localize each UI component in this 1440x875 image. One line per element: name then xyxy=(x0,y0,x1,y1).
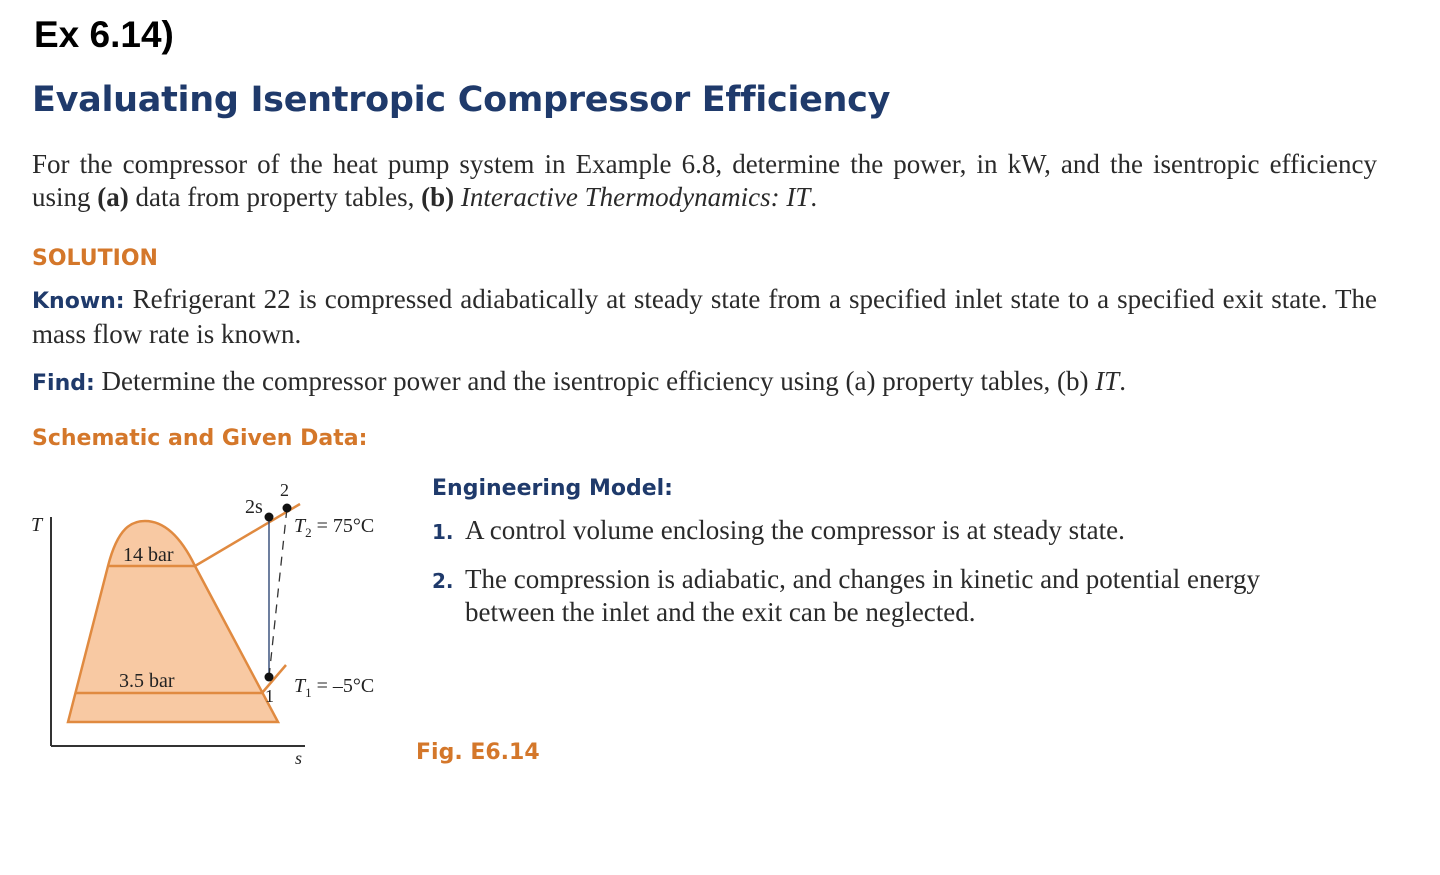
label-t1: $T_1 = -5^\circ C$ xyxy=(294,675,375,700)
model-item-text: A control volume enclosing the compressor is at steady state. xyxy=(465,515,1125,545)
state-point-2 xyxy=(283,504,292,513)
it-software-name: Interactive Thermodynamics: IT xyxy=(460,182,811,212)
example-number: Ex 6.14) xyxy=(34,14,174,55)
ts-diagram xyxy=(0,470,410,770)
model-item xyxy=(432,514,1292,549)
label-state-1: 1 xyxy=(265,686,274,706)
problem-statement xyxy=(32,148,1377,214)
find-text: Determine the compressor power and the isentropic efficiency using (a) property tables, (b) xyxy=(101,366,1096,396)
state-point-1 xyxy=(265,673,274,682)
model-item xyxy=(432,563,1292,629)
axis-label-t: T xyxy=(31,514,43,536)
part-a-label: (a) xyxy=(97,182,129,212)
axis-label-s: s xyxy=(295,748,303,768)
label-state-2: 2 xyxy=(280,480,289,500)
label-t2: $T_2 = 75^\circ C$ xyxy=(294,515,375,540)
label-14-bar: 14 bar xyxy=(123,544,174,566)
find-statement xyxy=(32,365,1377,400)
known-text: Refrigerant 22 is compressed adiabatically at steady state from a specified inlet state to a specified exit state. The mass flow rate is known. xyxy=(32,284,1377,349)
schematic-heading: Schematic and Given Data: xyxy=(32,426,368,451)
page-title: Evaluating Isentropic Compressor Efficiency xyxy=(32,80,891,120)
figure-label: Fig. E6.14 xyxy=(416,740,540,765)
solution-heading: SOLUTION xyxy=(32,246,158,271)
part-b-label: (b) xyxy=(421,182,455,212)
known-label: Known: xyxy=(32,289,125,314)
problem-end: . xyxy=(810,182,818,212)
known-statement xyxy=(32,283,1377,351)
model-item-text: The compression is adiabatic, and changes in kinetic and potential energy between the inlet and the exit can be neglected. xyxy=(465,564,1260,627)
problem-text-2: data from property tables, xyxy=(128,182,422,212)
find-it: IT xyxy=(1095,366,1120,396)
model-item-number: 1. xyxy=(432,520,454,544)
find-label: Find: xyxy=(32,371,95,396)
engineering-model-heading: Engineering Model: xyxy=(432,476,673,501)
label-3-5-bar: 3.5 bar xyxy=(119,670,175,692)
label-state-2s: 2s xyxy=(245,496,263,518)
find-end: . xyxy=(1119,366,1126,396)
actual-process-line xyxy=(269,508,287,677)
state-point-2s xyxy=(265,513,274,522)
problem-text-1: For the compressor of the heat pump system in Example 6.8, determine the power, in kW, and the isentropic efficiency using xyxy=(32,149,1377,212)
model-item-number: 2. xyxy=(432,569,454,593)
